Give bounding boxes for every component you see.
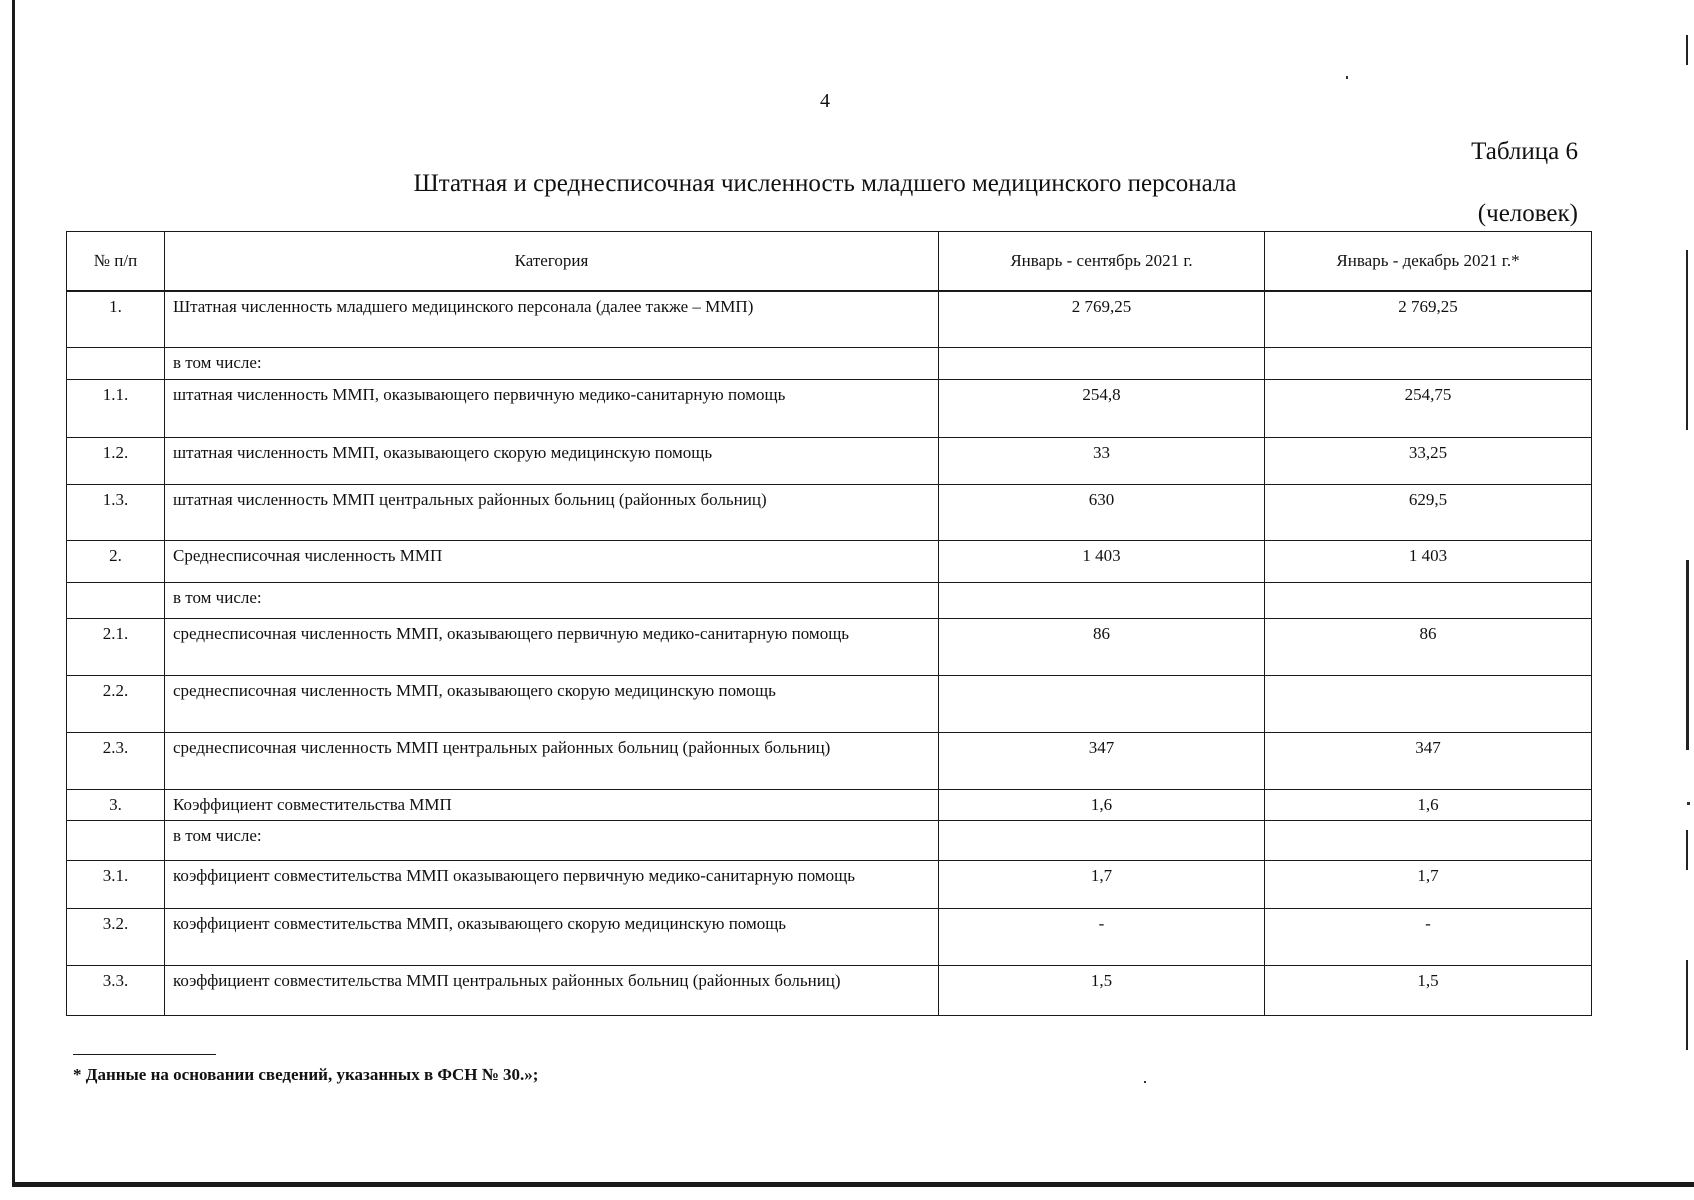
units-label: (человек) bbox=[1477, 200, 1578, 227]
table-label: Таблица 6 bbox=[1471, 138, 1578, 165]
scan-edge-right bbox=[1686, 830, 1688, 870]
value-jan-dec bbox=[1265, 582, 1592, 618]
value-jan-sep: 1,6 bbox=[939, 789, 1265, 820]
row-category: Штатная численность младшего медицинского персонала (далее также – ММП) bbox=[165, 291, 939, 347]
value-jan-dec: 254,75 bbox=[1265, 379, 1592, 437]
row-category: коэффициент совместительства ММП, оказывающего скорую медицинскую помощь bbox=[165, 908, 939, 965]
value-jan-dec: 1 403 bbox=[1265, 540, 1592, 582]
table-row bbox=[67, 732, 1592, 789]
value-jan-dec: 86 bbox=[1265, 618, 1592, 675]
value-jan-sep: 254,8 bbox=[939, 379, 1265, 437]
value-jan-sep: 1,7 bbox=[939, 860, 1265, 908]
page-number: 4 bbox=[820, 90, 830, 112]
document-title: Штатная и среднесписочная численность младшего медицинского персонала bbox=[413, 170, 1237, 197]
value-jan-sep bbox=[939, 582, 1265, 618]
row-number: 1.3. bbox=[67, 484, 165, 540]
value-jan-dec: 629,5 bbox=[1265, 484, 1592, 540]
footnote-rule bbox=[73, 1054, 216, 1055]
row-number bbox=[67, 820, 165, 860]
row-number: 3.2. bbox=[67, 908, 165, 965]
value-jan-dec bbox=[1265, 675, 1592, 732]
row-number: 1.2. bbox=[67, 437, 165, 484]
row-number bbox=[67, 347, 165, 379]
value-jan-sep: 347 bbox=[939, 732, 1265, 789]
row-category: штатная численность ММП, оказывающего скорую медицинскую помощь bbox=[165, 437, 939, 484]
row-number: 3.1. bbox=[67, 860, 165, 908]
value-jan-sep bbox=[939, 820, 1265, 860]
row-category: в том числе: bbox=[165, 347, 939, 379]
row-number: 2.2. bbox=[67, 675, 165, 732]
row-category: среднесписочная численность ММП, оказывающего первичную медико-санитарную помощь bbox=[165, 618, 939, 675]
table-header-row bbox=[67, 232, 1592, 292]
table-row bbox=[67, 965, 1592, 1015]
row-category: коэффициент совместительства ММП центральных районных больниц (районных больниц) bbox=[165, 965, 939, 1015]
row-number: 1. bbox=[67, 291, 165, 347]
row-number: 3.3. bbox=[67, 965, 165, 1015]
column-header-jan-sep: Январь - сентябрь 2021 г. bbox=[939, 232, 1265, 292]
value-jan-sep: 1 403 bbox=[939, 540, 1265, 582]
value-jan-dec: 2 769,25 bbox=[1265, 291, 1592, 347]
value-jan-dec: - bbox=[1265, 908, 1592, 965]
value-jan-sep: 2 769,25 bbox=[939, 291, 1265, 347]
row-category: среднесписочная численность ММП центральных районных больниц (районных больниц) bbox=[165, 732, 939, 789]
value-jan-sep: - bbox=[939, 908, 1265, 965]
row-category: среднесписочная численность ММП, оказывающего скорую медицинскую помощь bbox=[165, 675, 939, 732]
column-header-category: Категория bbox=[165, 232, 939, 292]
column-header-jan-dec: Январь - декабрь 2021 г.* bbox=[1265, 232, 1592, 292]
table-row bbox=[67, 347, 1592, 379]
row-number bbox=[67, 582, 165, 618]
value-jan-dec bbox=[1265, 820, 1592, 860]
scan-speck bbox=[1687, 802, 1690, 805]
scan-edge-right bbox=[1686, 560, 1689, 750]
scan-edge-bottom bbox=[12, 1182, 1694, 1187]
value-jan-dec: 1,6 bbox=[1265, 789, 1592, 820]
value-jan-dec: 33,25 bbox=[1265, 437, 1592, 484]
table-row bbox=[67, 789, 1592, 820]
row-number: 2.3. bbox=[67, 732, 165, 789]
table-row bbox=[67, 540, 1592, 582]
scan-edge-right bbox=[1686, 35, 1688, 65]
table-row bbox=[67, 675, 1592, 732]
row-number: 1.1. bbox=[67, 379, 165, 437]
staffing-table bbox=[66, 231, 1592, 1016]
table-row bbox=[67, 908, 1592, 965]
table-row bbox=[67, 484, 1592, 540]
table-row bbox=[67, 860, 1592, 908]
value-jan-sep: 33 bbox=[939, 437, 1265, 484]
table-row bbox=[67, 291, 1592, 347]
row-number: 3. bbox=[67, 789, 165, 820]
row-category: Коэффициент совместительства ММП bbox=[165, 789, 939, 820]
row-category: Среднесписочная численность ММП bbox=[165, 540, 939, 582]
value-jan-dec: 1,7 bbox=[1265, 860, 1592, 908]
row-number: 2.1. bbox=[67, 618, 165, 675]
value-jan-dec: 1,5 bbox=[1265, 965, 1592, 1015]
scan-edge-right bbox=[1686, 250, 1688, 430]
table-row bbox=[67, 379, 1592, 437]
value-jan-sep: 1,5 bbox=[939, 965, 1265, 1015]
value-jan-sep: 630 bbox=[939, 484, 1265, 540]
scan-edge-right bbox=[1686, 960, 1688, 1050]
value-jan-sep: 86 bbox=[939, 618, 1265, 675]
row-category: штатная численность ММП центральных районных больниц (районных больниц) bbox=[165, 484, 939, 540]
footnote: * Данные на основании сведений, указанных в ФСН № 30.»; bbox=[73, 1065, 539, 1084]
value-jan-dec bbox=[1265, 347, 1592, 379]
row-category: в том числе: bbox=[165, 582, 939, 618]
scan-speck bbox=[1346, 76, 1348, 79]
table-row bbox=[67, 820, 1592, 860]
table-row bbox=[67, 618, 1592, 675]
scan-speck bbox=[1144, 1081, 1146, 1083]
value-jan-sep bbox=[939, 347, 1265, 379]
table-row bbox=[67, 582, 1592, 618]
row-number: 2. bbox=[67, 540, 165, 582]
table-row bbox=[67, 437, 1592, 484]
row-category: штатная численность ММП, оказывающего первичную медико-санитарную помощь bbox=[165, 379, 939, 437]
value-jan-dec: 347 bbox=[1265, 732, 1592, 789]
row-category: в том числе: bbox=[165, 820, 939, 860]
column-header-number: № п/п bbox=[67, 232, 165, 292]
row-category: коэффициент совместительства ММП оказывающего первичную медико-санитарную помощь bbox=[165, 860, 939, 908]
value-jan-sep bbox=[939, 675, 1265, 732]
